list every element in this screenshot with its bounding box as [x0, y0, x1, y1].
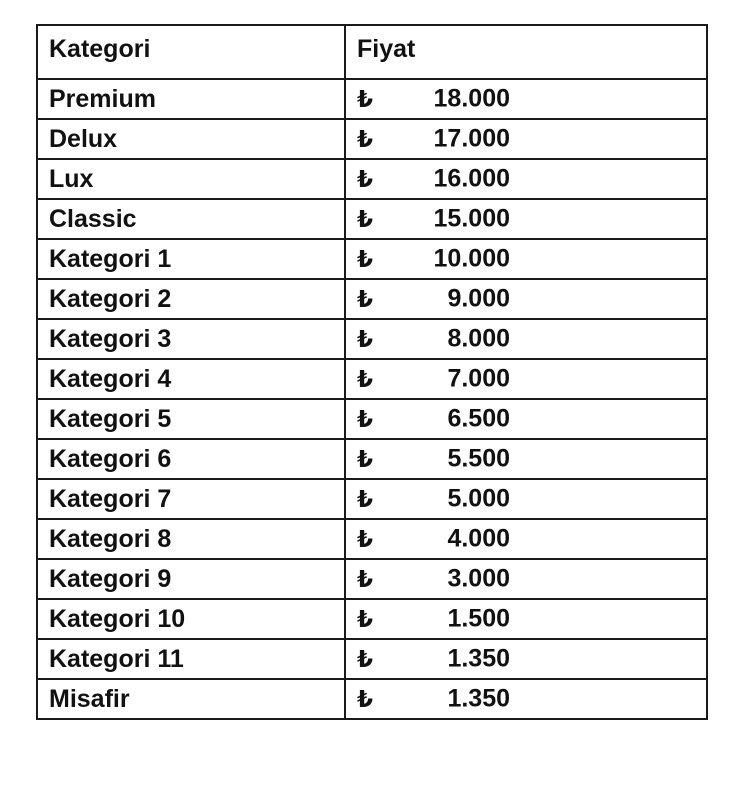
price-amount: 1.500	[447, 604, 510, 633]
header-row	[37, 25, 707, 79]
category-cell: Kategori 11	[37, 639, 345, 679]
price-amount: 5.500	[447, 444, 510, 473]
currency-symbol: ₺	[357, 485, 374, 512]
price-amount: 4.000	[447, 524, 510, 553]
table-row	[37, 359, 707, 399]
table-body	[37, 79, 707, 719]
table-row	[37, 79, 707, 119]
currency-symbol: ₺	[357, 285, 374, 312]
price-cell	[345, 679, 707, 719]
category-cell: Classic	[37, 199, 345, 239]
table-row	[37, 199, 707, 239]
table-row	[37, 439, 707, 479]
price-cell	[345, 639, 707, 679]
currency-symbol: ₺	[357, 325, 374, 352]
price-amount: 7.000	[447, 364, 510, 393]
category-cell: Kategori 6	[37, 439, 345, 479]
category-cell: Kategori 5	[37, 399, 345, 439]
price-amount: 10.000	[433, 244, 510, 273]
table-row	[37, 559, 707, 599]
price-cell	[345, 559, 707, 599]
category-cell: Kategori 7	[37, 479, 345, 519]
currency-symbol: ₺	[357, 165, 374, 192]
currency-symbol: ₺	[357, 565, 374, 592]
table-row	[37, 639, 707, 679]
price-amount: 15.000	[433, 204, 510, 233]
price-amount: 3.000	[447, 564, 510, 593]
price-cell	[345, 319, 707, 359]
price-cell	[345, 199, 707, 239]
table-row	[37, 239, 707, 279]
currency-symbol: ₺	[357, 445, 374, 472]
price-cell	[345, 239, 707, 279]
table-row	[37, 599, 707, 639]
category-cell: Delux	[37, 119, 345, 159]
table-row	[37, 279, 707, 319]
currency-symbol: ₺	[357, 245, 374, 272]
price-amount: 17.000	[433, 124, 510, 153]
price-amount: 8.000	[447, 324, 510, 353]
currency-symbol: ₺	[357, 405, 374, 432]
table-row	[37, 479, 707, 519]
currency-symbol: ₺	[357, 365, 374, 392]
category-cell: Kategori 3	[37, 319, 345, 359]
category-cell: Kategori 8	[37, 519, 345, 559]
price-amount: 16.000	[433, 164, 510, 193]
price-amount: 1.350	[447, 644, 510, 673]
price-cell	[345, 439, 707, 479]
price-cell	[345, 399, 707, 439]
table-row	[37, 399, 707, 439]
price-cell	[345, 79, 707, 119]
category-cell: Kategori 1	[37, 239, 345, 279]
header-price: Fiyat	[345, 25, 707, 79]
currency-symbol: ₺	[357, 85, 374, 112]
price-cell	[345, 159, 707, 199]
table-row	[37, 159, 707, 199]
category-cell: Misafir	[37, 679, 345, 719]
price-cell	[345, 279, 707, 319]
table-row	[37, 679, 707, 719]
price-cell	[345, 359, 707, 399]
price-amount: 18.000	[433, 84, 510, 113]
category-cell: Premium	[37, 79, 345, 119]
currency-symbol: ₺	[357, 685, 374, 712]
price-cell	[345, 479, 707, 519]
price-amount: 9.000	[447, 284, 510, 313]
category-cell: Kategori 2	[37, 279, 345, 319]
price-amount: 5.000	[447, 484, 510, 513]
price-amount: 6.500	[447, 404, 510, 433]
table-row	[37, 119, 707, 159]
table-header	[37, 25, 707, 79]
category-cell: Kategori 10	[37, 599, 345, 639]
price-cell	[345, 119, 707, 159]
price-cell	[345, 519, 707, 559]
price-cell	[345, 599, 707, 639]
currency-symbol: ₺	[357, 605, 374, 632]
currency-symbol: ₺	[357, 205, 374, 232]
price-amount: 1.350	[447, 684, 510, 713]
currency-symbol: ₺	[357, 525, 374, 552]
price-table	[36, 24, 708, 720]
table-row	[37, 319, 707, 359]
category-cell: Kategori 9	[37, 559, 345, 599]
currency-symbol: ₺	[357, 645, 374, 672]
header-category: Kategori	[37, 25, 345, 79]
currency-symbol: ₺	[357, 125, 374, 152]
category-cell: Lux	[37, 159, 345, 199]
table-row	[37, 519, 707, 559]
category-cell: Kategori 4	[37, 359, 345, 399]
